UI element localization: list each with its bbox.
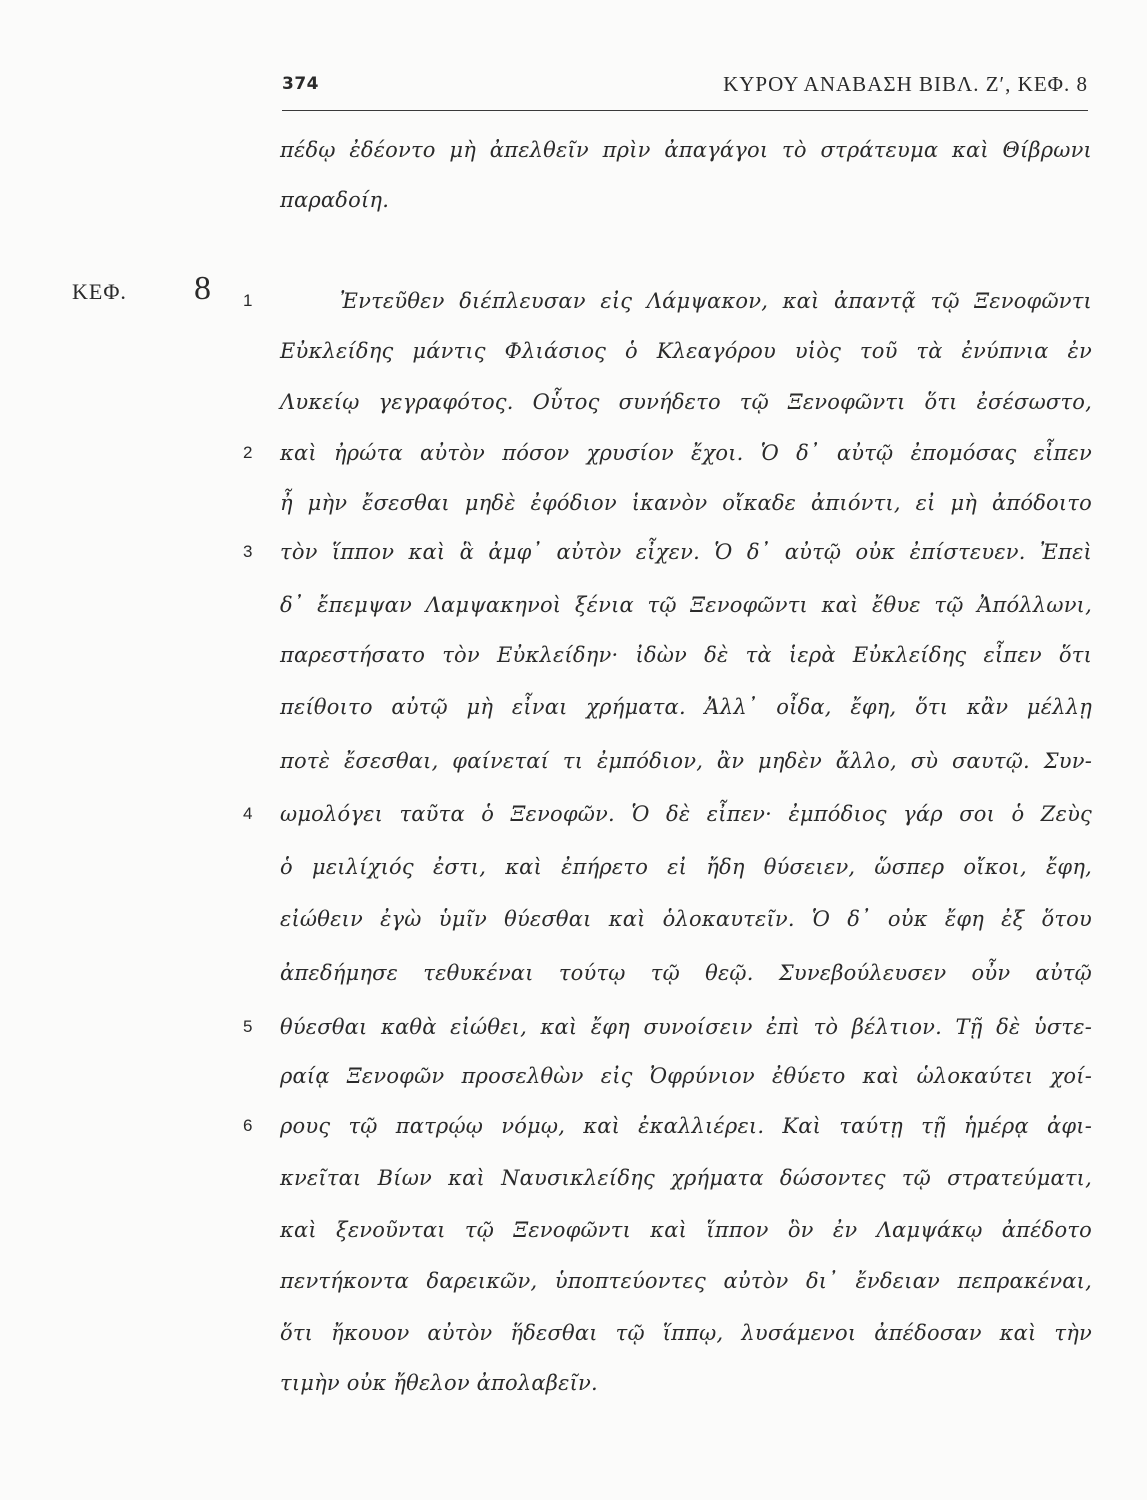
text-line: ωμολόγει ταῦτα ὁ Ξενοφῶν. Ὁ δὲ εἶπεν· ἐμπόδιος γάρ σοι ὁ Ζεὺς [280, 802, 1092, 826]
text-line: ὁ μειλίχιός ἐστι, καὶ ἐπήρετο εἰ ἤδη θύσειεν, ὥσπερ οἴκοι, ἔφη, [280, 855, 1092, 879]
section-number: 3 [243, 542, 253, 561]
chapter-number: 8 [194, 270, 211, 307]
page-number: 374 [282, 74, 319, 94]
text-line: δ᾽ ἔπεμψαν Λαμψακηνοὶ ξένια τῷ Ξενοφῶντι καὶ ἔθυε τῷ Ἀπόλλωνι, [280, 593, 1092, 617]
text-line: καὶ ἠρώτα αὐτὸν πόσον χρυσίον ἔχοι. Ὁ δ᾽ αὐτῷ ἐπομόσας εἶπεν [280, 441, 1092, 465]
text-line: ποτὲ ἔσεσθαι, φαίνεταί τι ἐμπόδιον, ἂν μηδὲν ἄλλο, σὺ σαυτῷ. Συν- [280, 749, 1092, 773]
text-line: εἰώθειν ἐγὼ ὑμῖν θύεσθαι καὶ ὁλοκαυτεῖν. Ὁ δ᾽ οὐκ ἔφη ἐξ ὅτου [280, 907, 1092, 931]
section-number: 5 [243, 1017, 253, 1036]
text-line: πεντήκοντα δαρεικῶν, ὑποπτεύοντες αὐτὸν δι᾽ ἔνδειαν πεπρακέναι, [280, 1269, 1092, 1293]
section-number: 6 [243, 1116, 253, 1135]
text-line: θύεσθαι καθὰ εἰώθει, καὶ ἔφη συνοίσειν ἐπὶ τὸ βέλτιον. Τῇ δὲ ὑστε- [280, 1015, 1092, 1039]
text-line: ραίᾳ Ξενοφῶν προσελθὼν εἰς Ὀφρύνιον ἐθύετο καὶ ὡλοκαύτει χοί- [280, 1064, 1092, 1088]
text-line: τιμὴν οὐκ ἤθελον ἀπολαβεῖν. [280, 1371, 598, 1395]
text-line: ἦ μὴν ἔσεσθαι μηδὲ ἐφόδιον ἱκανὸν οἴκαδε ἀπιόντι, εἰ μὴ ἀπόδοιτο [280, 491, 1092, 515]
text-line: Λυκείῳ γεγραφότος. Οὗτος συνήδετο τῷ Ξενοφῶντι ὅτι ἐσέσωστο, [280, 390, 1092, 414]
text-line: Εὐκλείδης μάντις Φλιάσιος ὁ Κλεαγόρου υἱὸς τοῦ τὰ ἐνύπνια ἐν [280, 339, 1092, 363]
running-title: ΚΥΡΟΥ ΑΝΑΒΑΣΗ ΒΙΒΛ. Ζʹ, ΚΕΦ. 8 [723, 72, 1088, 96]
text-line: πέδῳ ἐδέοντο μὴ ἀπελθεῖν πρὶν ἀπαγάγοι τὸ στράτευμα καὶ Θίβρωνι [280, 138, 1092, 162]
text-line: ἀπεδήμησε τεθυκέναι τούτῳ τῷ θεῷ. Συνεβούλευσεν οὖν αὐτῷ [280, 961, 1092, 985]
text-line: Ἐντεῦθεν διέπλευσαν εἰς Λάμψακον, καὶ ἀπαντᾷ τῷ Ξενοφῶντι [340, 289, 1092, 313]
page-header [282, 66, 1088, 111]
text-line: ὅτι ἤκουον αὐτὸν ἥδεσθαι τῷ ἵππῳ, λυσάμενοι ἀπέδοσαν καὶ τὴν [280, 1321, 1092, 1345]
text-line: ρους τῷ πατρῴῳ νόμῳ, καὶ ἐκαλλιέρει. Καὶ ταύτῃ τῇ ἡμέρᾳ ἀφι- [280, 1114, 1092, 1138]
text-line: τὸν ἵππον καὶ ἃ ἀμφ᾽ αὐτὸν εἶχεν. Ὁ δ᾽ αὐτῷ οὐκ ἐπίστευεν. Ἐπεὶ [280, 540, 1092, 564]
section-number: 2 [243, 443, 253, 462]
text-line: κνεῖται Βίων καὶ Ναυσικλείδης χρήματα δώσοντες τῷ στρατεύματι, [280, 1166, 1092, 1190]
section-number: 4 [243, 804, 253, 823]
text-line: πείθοιτο αὐτῷ μὴ εἶναι χρήματα. Ἀλλ᾽ οἶδα, ἔφη, ὅτι κἂν μέλλῃ [280, 695, 1092, 719]
section-number: 1 [243, 291, 253, 310]
chapter-label: ΚΕΦ. [72, 279, 127, 304]
text-line: καὶ ξενοῦνται τῷ Ξενοφῶντι καὶ ἵππον ὃν ἐν Λαμψάκῳ ἀπέδοτο [280, 1218, 1092, 1242]
text-line: παρεστήσατο τὸν Εὐκλείδην· ἰδὼν δὲ τὰ ἱερὰ Εὐκλείδης εἶπεν ὅτι [280, 643, 1092, 667]
text-line: παραδοίη. [280, 188, 390, 212]
